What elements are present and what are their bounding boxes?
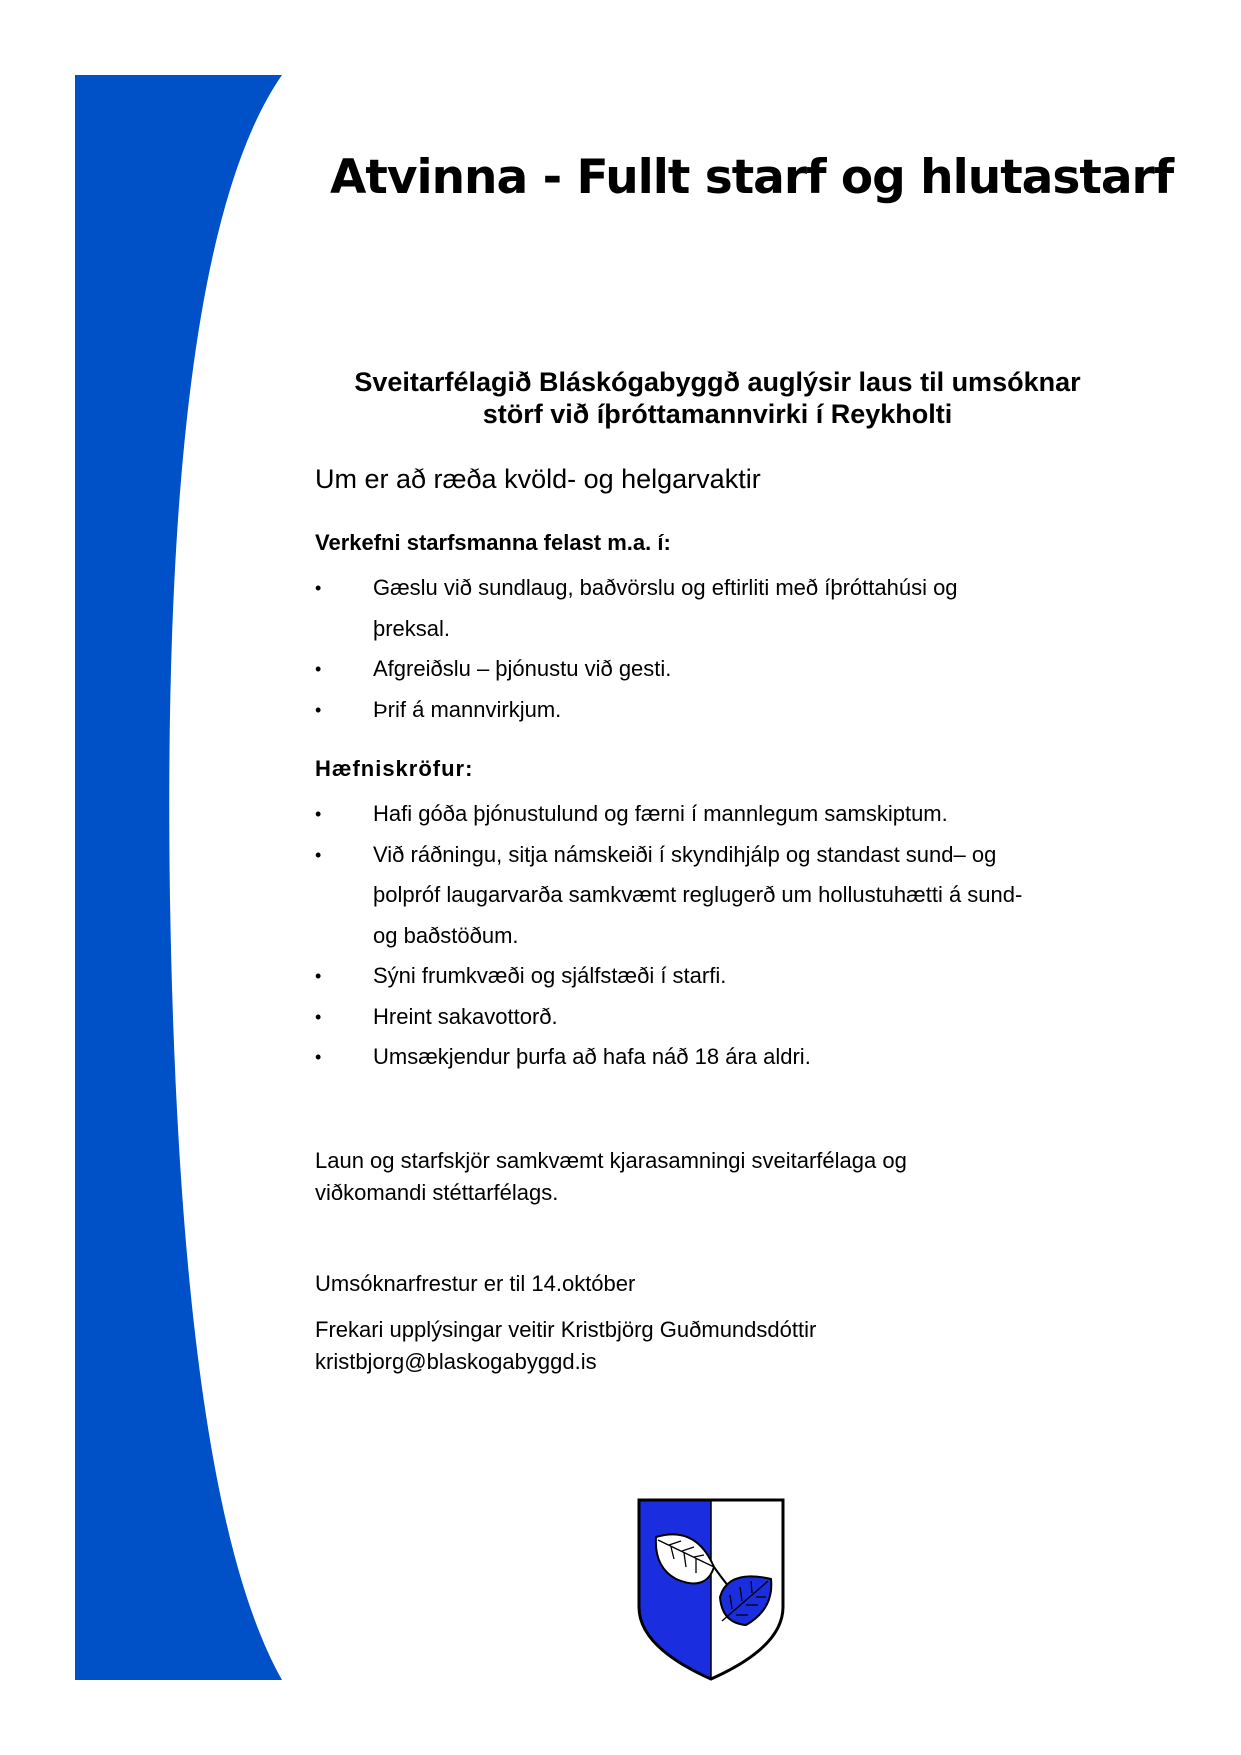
list-item: • Hreint sakavottorð. — [315, 997, 1135, 1038]
bullet-icon: • — [315, 804, 322, 824]
bullet-icon: • — [315, 699, 322, 720]
contact-name-line: Frekari upplýsingar veitir Kristbjörg Guðmundsdóttir — [315, 1317, 817, 1342]
list-item: • Hafi góða þjónustulund og færni í mannlegum samskiptum. — [315, 794, 1135, 835]
list-item: • Umsækjendur þurfa að hafa náð 18 ára aldri. — [315, 1037, 1135, 1078]
subtitle-line: Sveitarfélagið Bláskógabyggð auglýsir laus til umsóknar — [354, 367, 1081, 397]
bullet-icon: • — [315, 844, 322, 865]
list-item: • Þrif á mannvirkjum. — [315, 690, 1135, 731]
contact-email: kristbjorg@blaskogabyggd.is — [315, 1349, 597, 1374]
list-item: • Sýni frumkvæði og sjálfstæði í starfi. — [315, 956, 1135, 997]
tasks-heading: Verkefni starfsmanna felast m.a. í: — [315, 530, 671, 555]
requirements-heading: Hæfniskröfur: — [315, 756, 474, 781]
list-item: • Afgreiðslu – þjónustu við gesti. — [315, 649, 1135, 690]
subtitle — [300, 366, 1135, 430]
bullet-icon: • — [315, 578, 322, 598]
contact-info — [315, 1314, 1135, 1378]
list-item: • Við ráðningu, sitja námskeiði í skyndihjálp og standast sund– og þolpróf laugarvarða samkvæmt reglugerð um hollustuhætti á sund- og baðstöðum. — [315, 835, 1135, 957]
list-item: • Gæslu við sundlaug, baðvörslu og eftirliti með íþróttahúsi og þreksal. — [315, 568, 1135, 649]
page-title: Atvinna - Fullt starf og hlutastarf — [330, 150, 1174, 205]
subtitle-line: störf við íþróttamannvirki í Reykholti — [482, 399, 953, 429]
intro-text: Um er að ræða kvöld- og helgarvaktir — [315, 464, 761, 494]
tasks-list — [315, 568, 1135, 730]
bullet-icon: • — [315, 966, 322, 986]
salary-paragraph: Laun og starfskjör samkvæmt kjarasamningi sveitarfélaga og viðkomandi stéttarfélags. — [315, 1148, 907, 1205]
requirements-list — [315, 794, 1135, 1078]
bullet-icon: • — [315, 659, 322, 679]
bullet-icon: • — [315, 1047, 322, 1067]
deadline-text: Umsóknarfrestur er til 14.október — [315, 1271, 636, 1296]
coat-of-arms-icon — [636, 1497, 786, 1682]
bullet-icon: • — [315, 1006, 322, 1027]
